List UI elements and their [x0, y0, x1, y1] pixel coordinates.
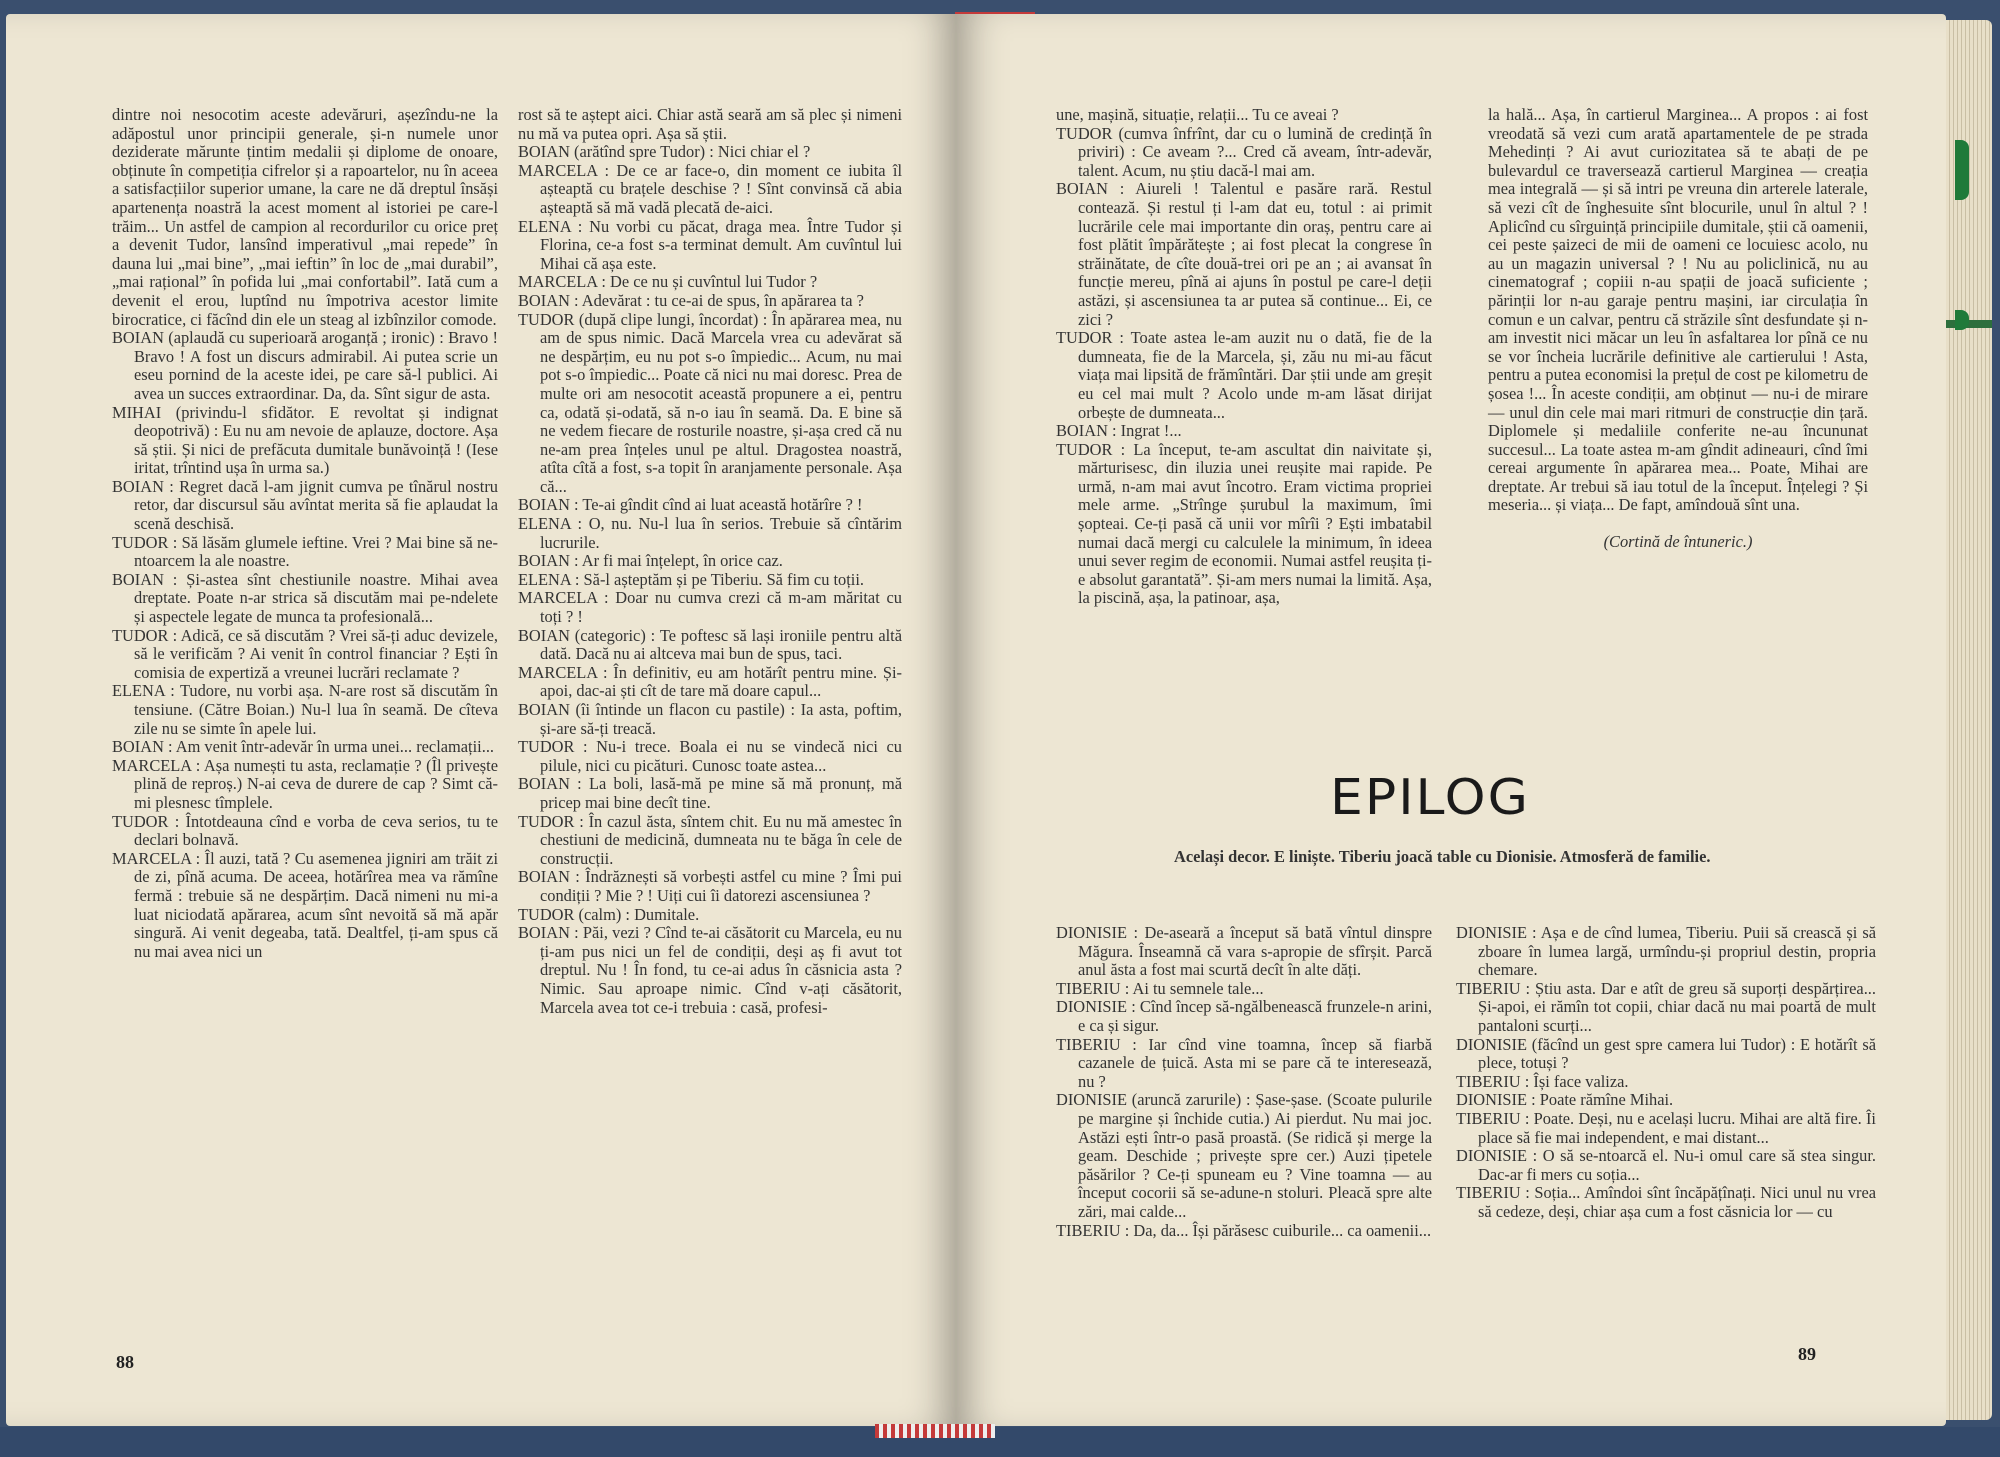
dialogue-line: BOIAN : Adevărat : tu ce-ai de spus, în apărarea ta ? — [518, 290, 864, 310]
dialogue-line: TUDOR : Întotdeauna cînd e vorba de ceva serios, tu te declari bolnavă. — [112, 811, 498, 850]
right-column-1 — [1056, 106, 1432, 608]
dialogue-line: MARCELA : În definitiv, eu am hotărît pentru mine. Și-apoi, dac-ai ști cît de tare mă doare capul... — [518, 662, 902, 701]
dialogue-line: BOIAN (îi întinde un flacon cu pastile) : Ia asta, poftim, și-are să-ți treacă. — [518, 700, 902, 738]
right-column-2 — [1488, 106, 1868, 552]
left-column-1 — [112, 106, 498, 961]
dialogue-line: TUDOR (calm) : Dumitale. — [518, 904, 700, 924]
dialogue-line: DIONISIE : Cînd încep să-ngălbenească frunzele-n arini, e ca și sigur. — [1056, 997, 1432, 1035]
dialogue-line: TUDOR : Nu-i trece. Boala ei nu se vindecă nici cu pilule, nici cu picături. Cunosc toate astea... — [518, 737, 902, 775]
curtain-direction: (Cortină de întuneric.) — [1603, 532, 1753, 552]
page-number-left: 88 — [116, 1352, 134, 1372]
left-page — [6, 14, 956, 1426]
epilog-heading: EPILOG — [1330, 769, 1530, 827]
dialogue-line: MARCELA : Îl auzi, tată ? Cu asemenea jigniri am trăit zi de zi, pînă acuma. De aceea, hotărîrea mea va rămîne fermă : trebuie să ne despărțim. Dacă nimeni nu mi-a luat niciodată apărarea, acum sînt nevoită să mă apăr singură. Ai venit degeaba, tată. Dealtfel, ți-am spus că nu mai avea nici un — [112, 848, 498, 961]
dialogue-line: DIONISIE : Poate rămîne Mihai. — [1456, 1090, 1674, 1110]
dialogue-line: MARCELA : De ce ar face-o, din moment ce iubita îl așteaptă cu brațele deschise ? ! Sînt convinsă că abia așteaptă să mă vadă plecată de-aici. — [518, 160, 902, 217]
left-column-2 — [518, 106, 902, 1017]
epilog-column-1 — [1056, 924, 1432, 1240]
dialogue-line: BOIAN : Îndrăznești să vorbești astfel cu mine ? Îmi pui condiții ? Mie ? ! Uiți cui îi datorezi ascensiunea ? — [518, 867, 902, 905]
dialogue-line: TIBERIU : Iar cînd vine toamna, încep să fiarbă cazanele de țuică. Asta mi se pare că te interesează, nu ? — [1056, 1034, 1432, 1091]
dialogue-line: DIONISIE : Așa e de cînd lumea, Tiberiu. Puii să crească și să zboare în lumea largă, urmîndu-și propriul destin, propria chemare. — [1456, 923, 1876, 980]
dialogue-line: une, mașină, situație, relații... Tu ce aveai ? — [1056, 105, 1339, 124]
dialogue-line: MIHAI (privindu-l sfidător. E revoltat și indignat deopotrivă) : Eu nu am nevoie de aplauze, doctore. Așa să știi. Și nici de prefăcuta dumitale bunăvoință ! (Iese iritat, trîntind ușa în urma sa.) — [112, 402, 498, 478]
right-page — [956, 14, 1946, 1426]
dialogue-line: TUDOR (după clipe lungi, încordat) : În apărarea mea, nu am de spus nimic. Dacă Marcela vrea cu adevărat să ne despărțim, eu nu pot s-o împiedic... Acum, nu mai pot s-o împiedic... Poate că nici nu mai doresc. Prea de multe ori am nesocotit această propunere a ei, pentru ca, odată și-odată, să n-o iau în seamă. Da. E bine să ne vedem fiecare de rosturile noastre, și-așa cred că nu ne-am prea înțeles unul pe altul. Dragostea noastră, atîta cîtă a fost, s-a topit în aranjamente personale. Așa că... — [518, 309, 902, 496]
dialogue-line: DIONISIE : De-aseară a început să bată vîntul dinspre Măgura. Înseamnă că vara s-apropie de sfîrșit. Parcă anul ăsta a fost mai scurtă decît în alte dăți. — [1056, 923, 1432, 980]
dialogue-line: BOIAN (categoric) : Te poftesc să lași ironiile pentru altă dată. Dacă nu ai altceva mai bun de spus, taci. — [518, 625, 902, 664]
dialogue-line: la hală... Așa, în cartierul Marginea... A propos : ai fost vreodată să vezi cum arată apartamentele de pe strada Mehedinți ? Ai avut curiozitatea să te abați de pe bulevardul ce traversează cartierul Marginea — creația mea integrală — și să intri pe vreuna din arterele laterale, să vezi cît de înghesuite sînt blocurile, unul în altul ? ! Aplicînd cu sîrguință principiile dumitale, știi că oamenii, cei peste șaizeci de mii de oameni ce locuiesc acolo, nu au un magazin universal ? ! Nu au policlinică, nu au cinematograf ; copiii n-au spații de joacă suficiente ; părinții lor n-au garaje pentru mașini, iar circulația în comun e un calvar, pentru că străzile sînt desfundate și n-am investit nici măcar un leu în asfaltarea lor pînă ce nu se vor încheia lucrările definitive ale cartierului ! Asta, pentru a putea economisi la prețul de cost pe kilometru de șosea !... În aceste condiții, am obținut — nu-i de mirare — unul din cele mai mari ritmuri de construcție din țară. Diplomele și medaliile conferite ne-au încununat succesul... La toate astea m-am gîndit adineauri, cînd îmi cereai argumente în apărarea mea... Poate, Mihai are dreptate. Ar trebui să iau totul de la început. Înțelegi ? Și meseria... și viața... De fapt, amîndouă sînt una. — [1488, 105, 1868, 515]
dialogue-line: TUDOR : La început, te-am ascultat din naivitate și, mărturisesc, din iluzia unei reușite mai rapide. Pe urmă, n-am mai avut încotro. Eram victima propriei mele arme. „Strînge șurubul la maximum, îmi șopteai. Ce-ți pasă că unii vor mîrîi ? Ești imbatabil numai dacă mergi cu calculele la minimum, în ideea unui sever regim de economii. Numai astfel reușita ți-e absolut garantată”. Și-am mers numai la limită. Așa, la piscină, așa, la patinoar, așa, — [1056, 439, 1432, 608]
dialogue-line: MARCELA : Doar nu cumva crezi că m-am măritat cu toți ? ! — [518, 588, 902, 627]
bookmark-ribbon — [875, 1424, 995, 1438]
dialogue-line: BOIAN : La boli, lasă-mă pe mine să mă pronunț, mă pricep mai bine decît tine. — [518, 774, 902, 812]
dialogue-line: BOIAN : Regret dacă l-am jignit cumva pe tînărul nostru retor, dar discursul său avîntat merita să fie aplaudat la scenă deschisă. — [112, 476, 498, 534]
dialogue-line: rost să te aștept aici. Chiar astă seară am să plec și nimeni nu mă va putea opri. Așa să știi. — [518, 105, 902, 143]
dialogue-line: ELENA : O, nu. Nu-l lua în serios. Trebuie să cîntărim lucrurile. — [518, 514, 902, 552]
dialogue-line: TUDOR : Toate astea le-am auzit nu o dată, fie de la dumneata, fie de la Marcela, și, zău nu mi-au făcut viața mai lipsită de frămîntări. Dar știi unde am greșit eu cel mai mult ? Acolo unde m-am lăsat dirijat orbește de dumneata... — [1056, 328, 1432, 422]
dialogue-line: MARCELA : De ce nu și cuvîntul lui Tudor ? — [518, 272, 818, 292]
green-tab-marker — [1955, 140, 1969, 200]
epilog-column-2 — [1456, 924, 1876, 1222]
dialogue-line: TIBERIU : Soția... Amîndoi sînt încăpățînați. Nici unul nu vrea să cedeze, deși, chiar așa cum a fost căsnicia lor — cu — [1456, 1183, 1876, 1221]
dialogue-line: BOIAN : Ingrat !... — [1056, 421, 1182, 441]
dialogue-line: BOIAN : Aiureli ! Talentul e pasăre rară. Restul contează. Și restul ți l-am dat eu, totul : ai primit lucrările cele mai importante din oraș, pentru care ai fost plătit împărătește ; ai fost plecat la congrese în străinătate, de cîte două-trei ori pe an ; ai avansat în funcție mereu, pînă ai ajuns în postul pe care-l deții astăzi, și ascensiunea ta ar putea să continue... Ei, ce zici ? — [1056, 179, 1432, 329]
dialogue-line: MARCELA : Așa numești tu asta, reclamație ? (Îl privește plină de reproș.) N-ai ceva de durere de cap ? Simt că-mi plesnesc tîmplele. — [112, 755, 498, 812]
dialogue-line: TUDOR : Să lăsăm glumele ieftine. Vrei ? Mai bine să ne-ntoarcem la ale noastre. — [112, 532, 498, 571]
dialogue-line: BOIAN : Păi, vezi ? Cînd te-ai căsătorit cu Marcela, eu nu ți-am pus nici un fel de condiții, deși aș fi avut tot dreptul. Nu ! În fond, tu ce-ai adus în căsnicia asta ? Nimic. Sau aproape nimic. Cînd v-ați căsătorit, Marcela avea tot ce-i trebuia : casă, profesi- — [518, 923, 902, 1017]
page-number-right: 89 — [1798, 1344, 1816, 1364]
epilog-stage-direction: Același decor. E liniște. Tiberiu joacă table cu Dionisie. Atmosferă de familie. — [1174, 847, 1711, 866]
dialogue-line: TIBERIU : Ai tu semnele tale... — [1056, 978, 1264, 998]
dialogue-line: TIBERIU : Își face valiza. — [1456, 1071, 1629, 1091]
book-cover-bottom — [0, 1427, 2000, 1457]
dialogue-line: BOIAN (arătînd spre Tudor) : Nici chiar el ? — [518, 142, 811, 162]
dialogue-line: BOIAN : Și-astea sînt chestiunile noastre. Mihai avea dreptate. Poate n-ar strica să discutăm mai pe-ndelete și aspectele legate de munca ta profesională... — [112, 569, 498, 627]
edge-band — [1946, 320, 1992, 328]
dialogue-line: DIONISIE : O să se-ntoarcă el. Nu-i omul care să stea singur. Dac-ar fi mers cu soția... — [1456, 1146, 1876, 1184]
dialogue-line: DIONISIE (aruncă zarurile) : Șase-șase. (Scoate pulurile pe margine și închide cutia.) Ai pierdut. Nu mai joc. Astăzi ești într-o pasă proastă. (Se ridică și merge la geam. Deschide ; privește spre cer.) Auzi țipetele păsărilor ? Ce-ți spuneam eu ? Vine toamna — au început cocorii să se-adune-n stoluri. Pleacă spre alte zări, mai calde... — [1056, 1090, 1432, 1221]
dialogue-line: BOIAN : Ar fi mai înțelept, în orice caz. — [518, 551, 783, 571]
dialogue-line: TIBERIU : Știu asta. Dar e atît de greu să suporți despărțirea... Și-apoi, ei rămîn tot copii, chiar dacă nu mai poartă de mult pantaloni scurți... — [1456, 978, 1876, 1035]
dialogue-line: BOIAN : Am venit într-adevăr în urma unei... reclamații... — [112, 737, 495, 757]
dialogue-line: TUDOR (cumva înfrînt, dar cu o lumină de credință în priviri) : Ce aveam ?... Cred că aveam, într-adevăr, talent. Acum, nu știu dacă-l mai am. — [1056, 123, 1432, 180]
dialogue-line: DIONISIE (făcînd un gest spre camera lui Tudor) : E hotărît să plece, totuși ? — [1456, 1034, 1876, 1073]
dialogue-line: dintre noi nesocotim aceste adevăruri, așezîndu-ne la adăpostul unor principii generale, și-n numele unor deziderate mărunte țintim medalii și diplome de onoare, obținute în competiția cifrelor și a rapoartelor, nu în aceea a satisfacțiilor superior umane, la care ne dă dreptul însăși apartenența noastră la acest moment al istoriei pe care-l trăim... Un astfel de campion al recordurilor cu orice preț a devenit Tudor, lansînd imperativul „mai repede” în dauna lui „mai bine”, „mai ieftin” în loc de „mai durabil”, „mai rațional” în pofida lui „mai confortabil”. Iată cum a devenit el erou, luptînd nu împotriva acestor limite birocratice, ci făcînd din ele un steag al izbînzilor comode. — [112, 105, 498, 329]
page-edges — [1946, 20, 1992, 1420]
dialogue-line: BOIAN (aplaudă cu superioară aroganță ; ironic) : Bravo ! Bravo ! A fost un discurs admirabil. Ai putea scrie un eseu pornind de la aceste idei, pe care să-l publici. Ai avea un succes extraordinar. Da, da. Sînt sigur de asta. — [112, 328, 498, 403]
dialogue-line: TIBERIU : Da, da... Își părăsesc cuiburile... ca oamenii... — [1056, 1220, 1432, 1240]
dialogue-line: ELENA : Să-l așteptăm și pe Tiberiu. Să fim cu toții. — [518, 569, 864, 589]
green-tab-marker-small — [1955, 310, 1969, 330]
dialogue-line: TIBERIU : Poate. Deși, nu e același lucru. Mihai are altă fire. Îi place să fie mai independent, e mai distant... — [1456, 1108, 1876, 1147]
dialogue-line: ELENA : Nu vorbi cu păcat, draga mea. Între Tudor și Florina, ce-a fost s-a terminat demult. Am cuvîntul lui Mihai că așa este. — [518, 216, 902, 273]
dialogue-line: TUDOR : În cazul ăsta, sîntem chit. Eu nu mă amestec în chestiuni de medicină, dumneata nu te băga în cele de construcții. — [518, 811, 902, 868]
dialogue-line: BOIAN : Te-ai gîndit cînd ai luat această hotărîre ? ! — [518, 495, 863, 515]
dialogue-line: TUDOR : Adică, ce să discutăm ? Vrei să-ți aduc devizele, să le verificăm ? Ai venit în control financiar ? Ești în comisia de expertiză a vreunei lucrări reclamate ? — [112, 625, 498, 682]
dialogue-line: ELENA : Tudore, nu vorbi așa. N-are rost să discutăm în tensiune. (Către Boian.) Nu-l lua în seamă. De cîteva zile nu se simte în apele lui. — [112, 681, 498, 738]
